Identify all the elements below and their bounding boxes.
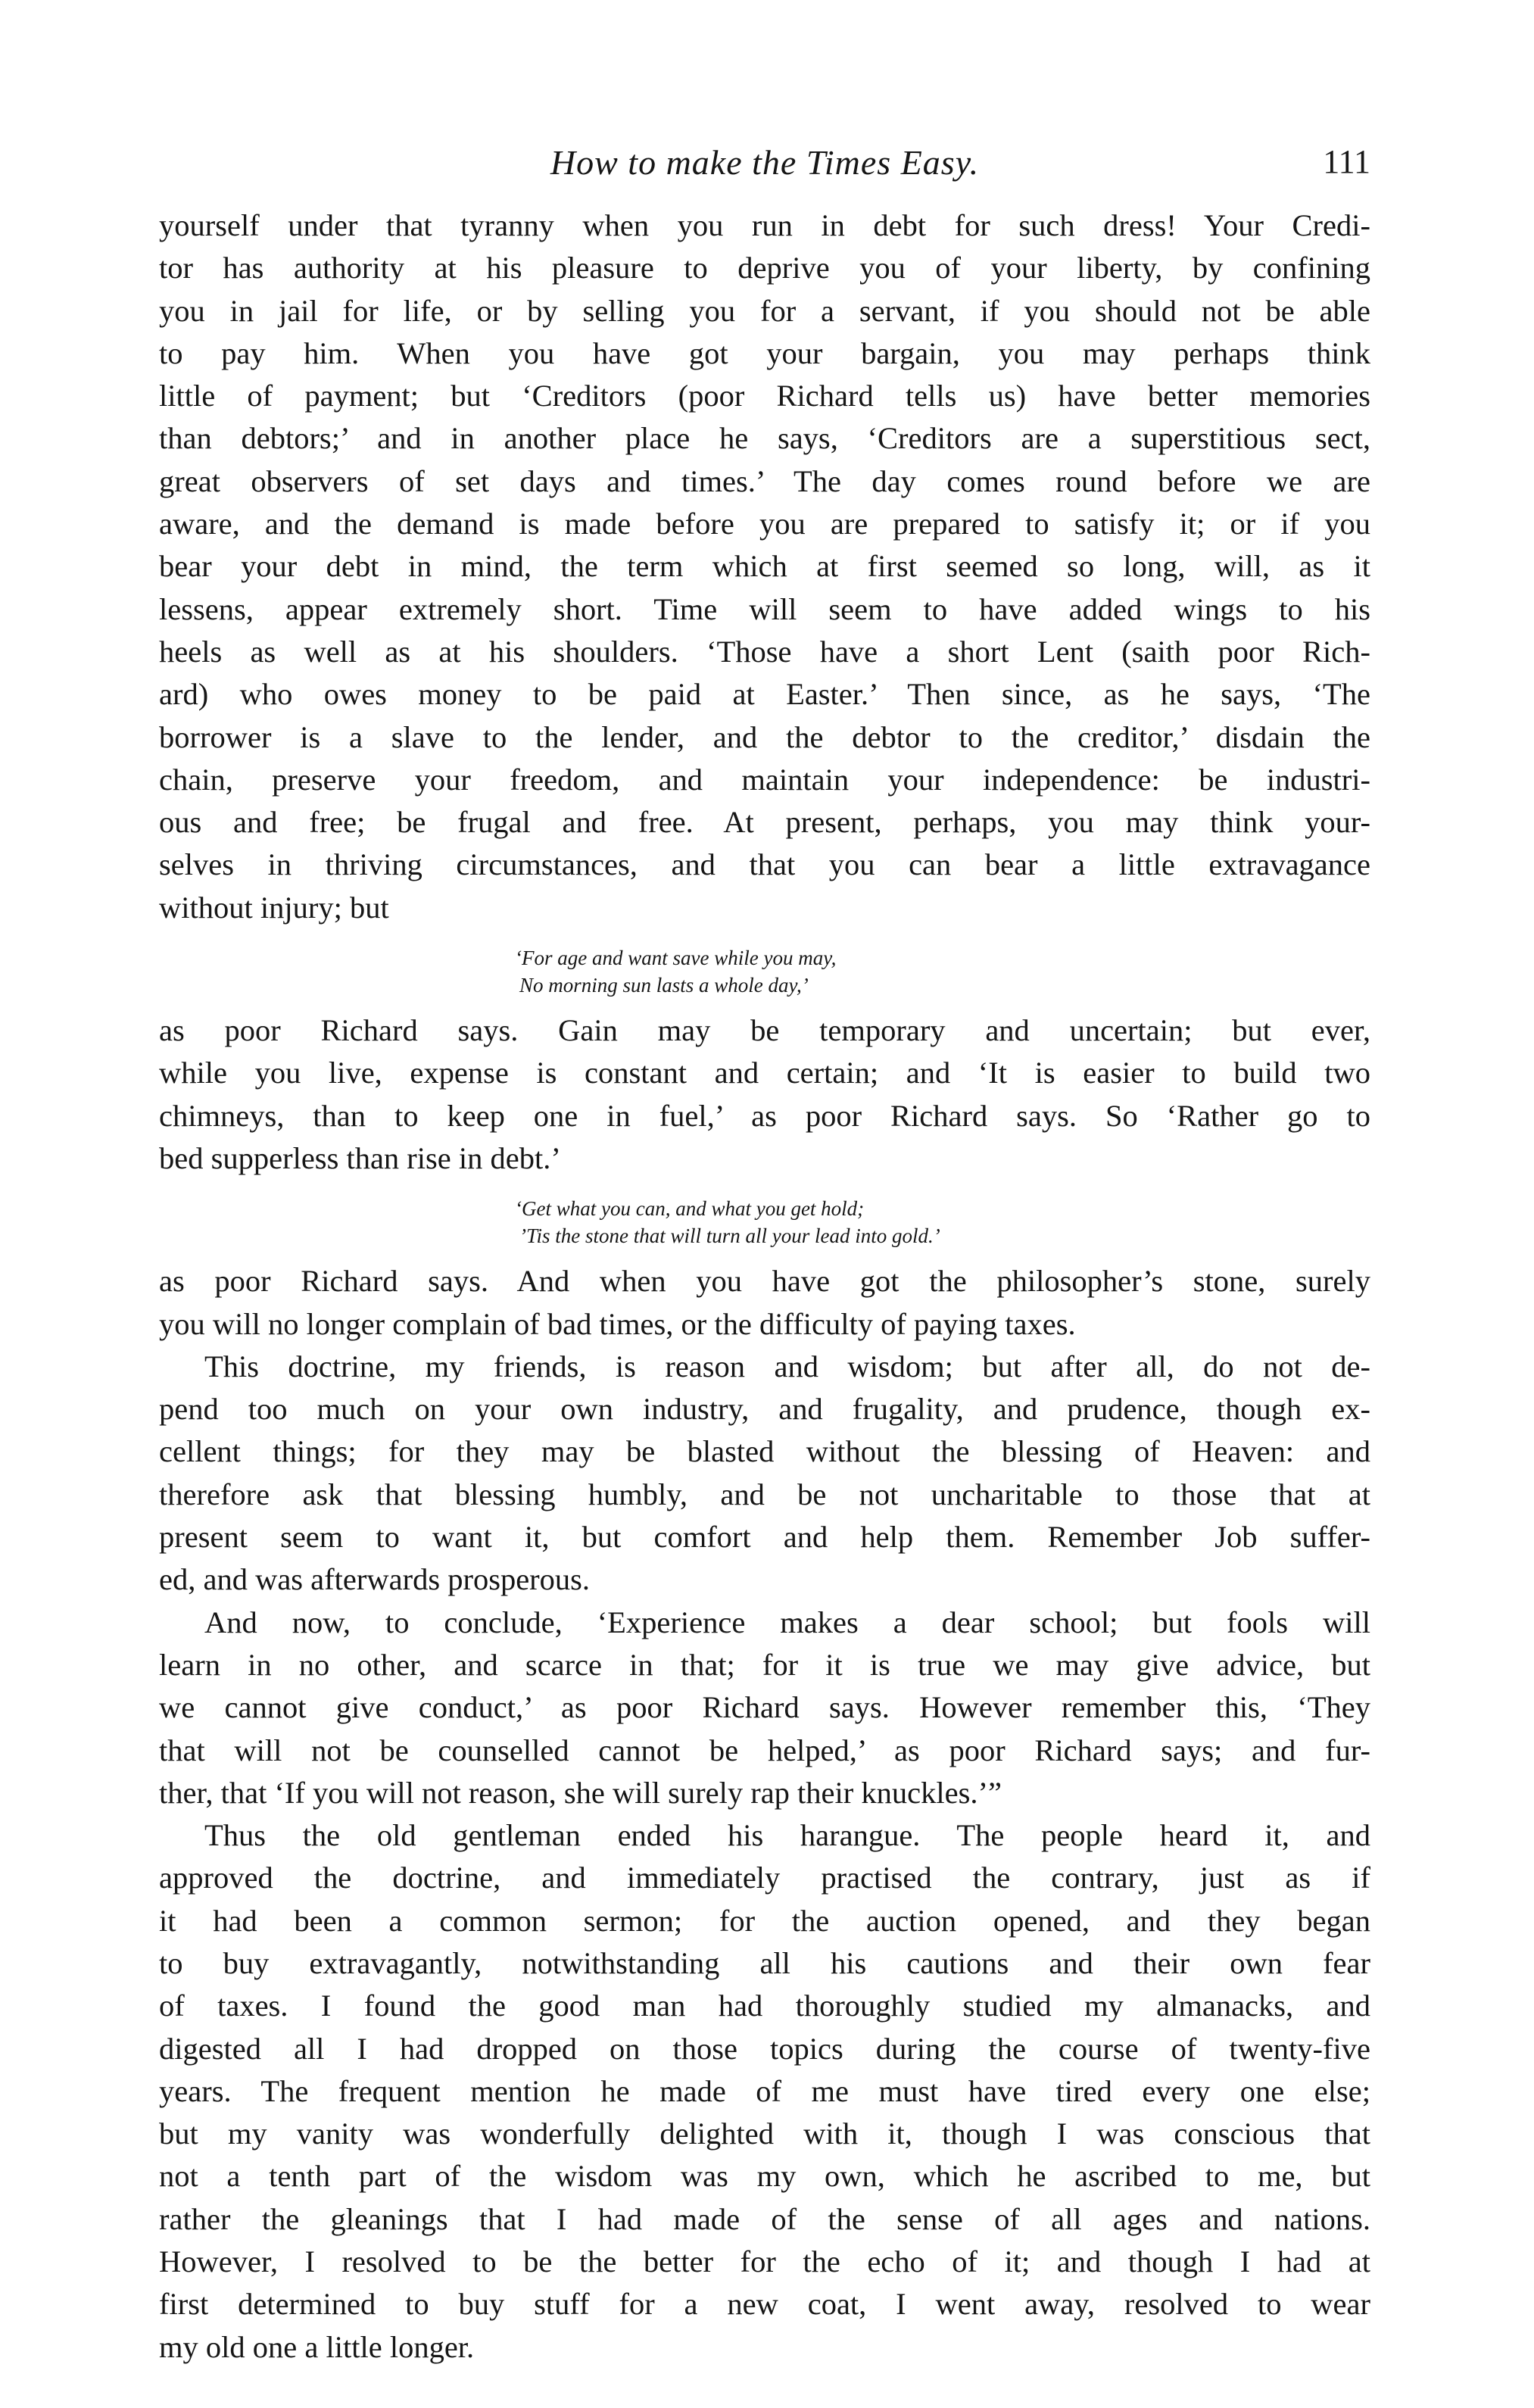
text-line: my old one a little longer. xyxy=(159,2329,475,2364)
text-line: However, I resolved to be the better for the echo of it; and though I had at xyxy=(159,2244,1370,2279)
text-line: borrower is a slave to the lender, and the debtor to the creditor,’ disdain the xyxy=(159,719,1370,754)
text-line: This doctrine, my friends, is reason and wisdom; but after all, do not de- xyxy=(204,1349,1370,1383)
text-line: approved the doctrine, and immediately practised the contrary, just as if xyxy=(159,1861,1370,1895)
text-line: to pay him. When you have got your bargain, you may perhaps think xyxy=(159,335,1370,370)
body-text xyxy=(159,204,1370,2369)
text-line: as poor Richard says. And when you have got the philosopher’s stone, surely xyxy=(159,1264,1370,1299)
text-line: ous and free; be frugal and free. At present, perhaps, you may think your- xyxy=(159,805,1370,840)
text-line: bed supperless than rise in debt.’ xyxy=(159,1140,561,1175)
text-line: great observers of set days and times.’ The day comes round before we are xyxy=(159,463,1370,498)
text-line: therefore ask that blessing humbly, and be not uncharitable to those that at xyxy=(159,1477,1370,1511)
verse-quote xyxy=(515,944,1370,999)
text-line: pend too much on your own industry, and frugality, and prudence, though ex- xyxy=(159,1392,1370,1427)
text-line: you in jail for life, or by selling you for a servant, if you should not be able xyxy=(159,293,1370,328)
text-line: digested all I had dropped on those topics during the course of twenty-five xyxy=(159,2031,1370,2066)
text-line: first determined to buy stuff for a new coat, I went away, resolved to wear xyxy=(159,2287,1370,2322)
text-line: not a tenth part of the wisdom was my own, which he ascribed to me, but xyxy=(159,2159,1370,2194)
text-line: you will no longer complain of bad times, or the difficulty of paying taxes. xyxy=(159,1306,1076,1341)
text-line: but my vanity was wonderfully delighted with it, though I was conscious that xyxy=(159,2116,1370,2151)
text-line: than debtors;’ and in another place he says, ‘Creditors are a superstitious sect, xyxy=(159,421,1370,456)
text-line: tor has authority at his pleasure to deprive you of your liberty, by confining xyxy=(159,251,1370,285)
text-line: ed, and was afterwards prosperous. xyxy=(159,1562,591,1597)
text-line: ther, that ‘If you will not reason, she will surely rap their knuckles.’” xyxy=(159,1775,1002,1810)
text-line: And now, to conclude, ‘Experience makes a dear school; but fools will xyxy=(204,1605,1370,1639)
running-title: How to make the Times Easy. xyxy=(550,143,980,182)
paragraph xyxy=(159,1260,1370,1346)
book-page xyxy=(159,129,1370,2369)
text-line: that will not be counselled cannot be helped,’ as poor Richard says; and fur- xyxy=(159,1733,1370,1767)
text-line: heels as well as at his shoulders. ‘Those have a short Lent (saith poor Rich- xyxy=(159,634,1370,669)
text-line: of taxes. I found the good man had thoroughly studied my almanacks, and xyxy=(159,1988,1370,2023)
text-line: Thus the old gentleman ended his harangue. The people heard it, and xyxy=(204,1818,1370,1853)
text-line: as poor Richard says. Gain may be temporary and uncertain; but ever, xyxy=(159,1013,1370,1048)
text-line: present seem to want it, but comfort and help them. Remember Job suffer- xyxy=(159,1520,1370,1555)
text-line: yourself under that tyranny when you run in debt for such dress! Your Credi- xyxy=(159,208,1370,242)
text-line: little of payment; but ‘Creditors (poor Richard tells us) have better memories xyxy=(159,379,1370,413)
text-line: selves in thriving circumstances, and that you can bear a little extravagance xyxy=(159,847,1370,882)
paragraph xyxy=(159,1346,1370,1602)
text-line: learn in no other, and scarce in that; for it is true we may give advice, but xyxy=(159,1647,1370,1682)
verse-line: ‘For age and want save while you may, xyxy=(515,947,837,970)
text-line: ard) who owes money to be paid at Easter.’ Then since, as he says, ‘The xyxy=(159,677,1370,712)
text-line: years. The frequent mention he made of me must have tired every one else; xyxy=(159,2073,1370,2108)
page-number: 111 xyxy=(1323,143,1370,180)
text-line: it had been a common sermon; for the auction opened, and they began xyxy=(159,1903,1370,1938)
verse-line: ’Tis the stone that will turn all your lead into gold.’ xyxy=(519,1224,940,1248)
text-line: rather the gleanings that I had made of the sense of all ages and nations. xyxy=(159,2201,1370,2236)
running-head xyxy=(159,129,1370,189)
text-line: aware, and the demand is made before you are prepared to satisfy it; or if you xyxy=(159,507,1370,541)
text-line: we cannot give conduct,’ as poor Richard says. However remember this, ‘They xyxy=(159,1690,1370,1725)
text-line: chain, preserve your freedom, and maintain your independence: be industri- xyxy=(159,762,1370,797)
text-line: lessens, appear extremely short. Time will seem to have added wings to his xyxy=(159,591,1370,626)
verse-quote xyxy=(515,1195,1370,1249)
text-line: to buy extravagantly, notwithstanding all his cautions and their own fear xyxy=(159,1945,1370,1980)
paragraph xyxy=(159,1814,1370,2369)
text-line: without injury; but xyxy=(159,890,389,925)
text-line: chimneys, than to keep one in fuel,’ as poor Richard says. So ‘Rather go to xyxy=(159,1098,1370,1133)
paragraph xyxy=(159,1602,1370,1814)
text-line: cellent things; for they may be blasted without the blessing of Heaven: and xyxy=(159,1434,1370,1469)
verse-line: No morning sun lasts a whole day,’ xyxy=(519,974,809,997)
paragraph xyxy=(159,204,1370,929)
verse-line: ‘Get what you can, and what you get hold; xyxy=(515,1197,865,1221)
text-line: while you live, expense is constant and certain; and ‘It is easier to build two xyxy=(159,1056,1370,1090)
paragraph xyxy=(159,1009,1370,1180)
text-line: bear your debt in mind, the term which at first seemed so long, will, as it xyxy=(159,549,1370,584)
